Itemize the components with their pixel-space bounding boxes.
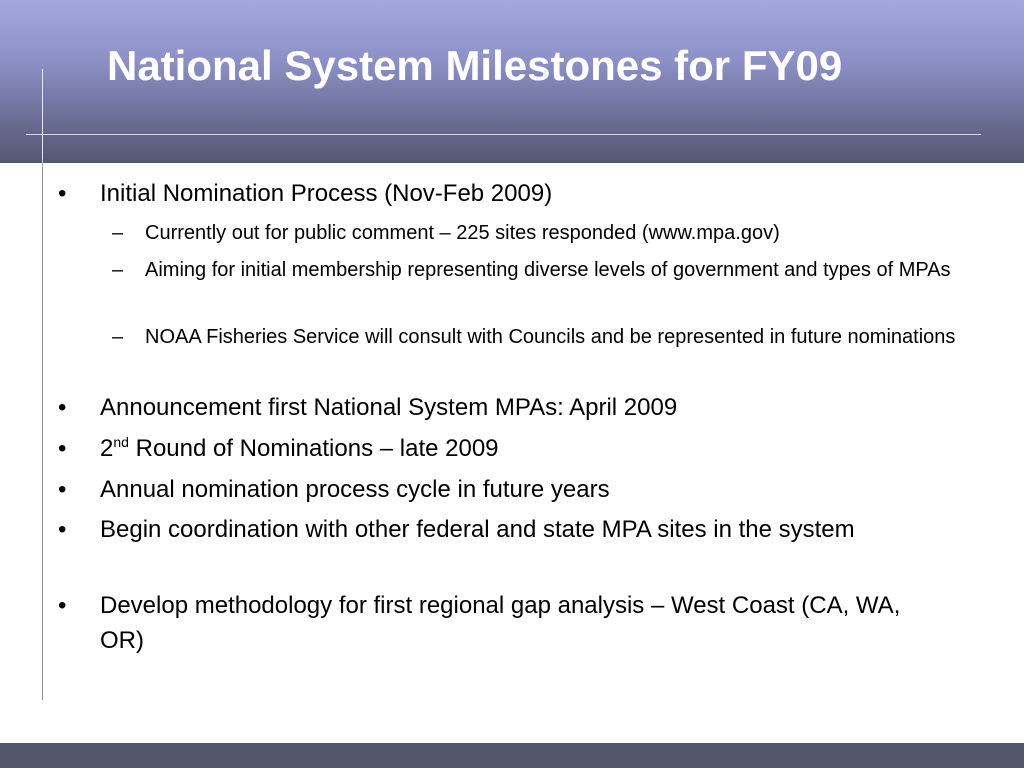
sub-bullet-item [112, 322, 965, 352]
bullet-text: Begin coordination with other federal and state MPA sites in the system [100, 516, 855, 543]
footer-bar [0, 743, 1024, 768]
bullet-item [58, 390, 940, 425]
bullet-mark: • [58, 476, 67, 503]
bullet-text: Annual nomination process cycle in future years [100, 476, 610, 503]
slide-title: National System Milestones for FY09 [107, 42, 843, 89]
bullet-text: Develop methodology for first regional gap analysis – West Coast (CA, WA, OR) [100, 592, 901, 654]
bullet-text: Round of Nominations – late 2009 [128, 435, 499, 462]
bullet-text: Announcement first National System MPAs: April 2009 [100, 394, 678, 421]
sub-bullet-item [112, 255, 965, 285]
sub-bullet-mark: – [112, 259, 124, 281]
bullet-item [58, 176, 940, 211]
bullet-mark: • [58, 435, 67, 462]
bullet-mark: • [58, 592, 67, 619]
ordinal-superscript: nd [113, 434, 129, 450]
sub-bullet-text: Currently out for public comment – 225 sites responded (www.mpa.gov) [145, 222, 780, 244]
bullet-mark: • [58, 516, 67, 543]
sub-bullet-mark: – [112, 326, 124, 348]
bullet-item [58, 512, 940, 547]
bullet-mark: • [58, 394, 67, 421]
bullet-item [58, 431, 940, 466]
bullet-mark: • [58, 180, 67, 207]
bullet-item [58, 472, 940, 507]
sub-bullet-mark: – [112, 222, 124, 244]
bullet-text-prefix: 2 [100, 435, 114, 462]
sub-bullet-item [112, 218, 965, 248]
sub-bullet-text: NOAA Fisheries Service will consult with Councils and be represented in future nominations [145, 326, 956, 348]
sub-bullet-text: Aiming for initial membership representing diverse levels of government and types of MPAs [145, 259, 951, 281]
bullet-text: Initial Nomination Process (Nov-Feb 2009) [100, 180, 553, 207]
bullet-item [58, 588, 940, 658]
